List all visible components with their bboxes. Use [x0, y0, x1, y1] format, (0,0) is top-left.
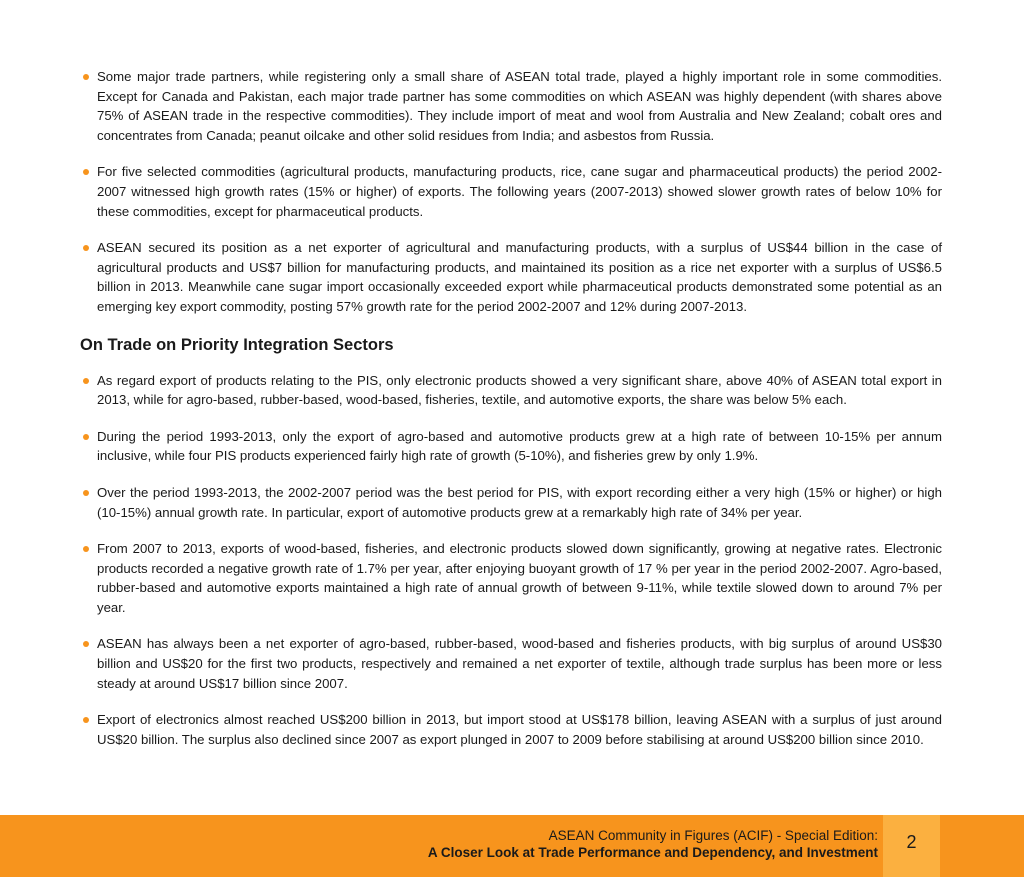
bullet-dot-icon [83, 378, 89, 384]
bullet-dot-icon [83, 434, 89, 440]
bullet-dot-icon [83, 245, 89, 251]
bullet-text: Export of electronics almost reached US$200 billion in 2013, but import stood at US$178 billion, leaving ASEAN with a surplus of just around US$20 billion. The surplus also declined since 2007 as export plunged in 2007 to 2009 before stabilising at around US$200 billion since 2010. [97, 712, 942, 747]
bullet-text: ASEAN has always been a net exporter of agro-based, rubber-based, wood-based and fisheries products, with big surplus of around US$30 billion and US$20 for the first two products, respectively and remained a net exporter of textile, although trade surplus has been more or less steady at around US$17 billion since 2007. [97, 636, 942, 691]
bullet-item [80, 67, 942, 145]
bullet-dot-icon [83, 74, 89, 80]
bullet-text: For five selected commodities (agricultural products, manufacturing products, rice, cane sugar and pharmaceutical products) the period 2002-2007 witnessed high growth rates (15% or higher) of exports. The following years (2007-2013) showed slower growth rates of below 10% for these commodities, except for pharmaceutical products. [97, 164, 942, 219]
page-content [80, 67, 942, 766]
bullet-dot-icon [83, 641, 89, 647]
page-number-box [883, 815, 940, 877]
bullet-item [80, 427, 942, 466]
bullet-dot-icon [83, 169, 89, 175]
footer-title [428, 827, 878, 861]
bullet-item [80, 634, 942, 693]
section-heading: On Trade on Priority Integration Sectors [80, 335, 394, 354]
bullet-item [80, 238, 942, 316]
footer-line-1: ASEAN Community in Figures (ACIF) - Special Edition: [548, 828, 878, 843]
bullet-item [80, 710, 942, 749]
bullet-item [80, 483, 942, 522]
bullet-item [80, 162, 942, 221]
footer-line-2: A Closer Look at Trade Performance and Dependency, and Investment [427, 845, 878, 860]
page-number: 2 [906, 832, 917, 852]
bullet-text: During the period 1993-2013, only the export of agro-based and automotive products grew at a high rate of between 10-15% per annum inclusive, while four PIS products experienced fairly high rate of growth (5-10%), and fisheries grew by only 1.9%. [97, 428, 942, 464]
bullet-text: ASEAN secured its position as a net exporter of agricultural and manufacturing products, with a surplus of US$44 billion in the case of agricultural products and US$7 billion for manufacturing products, and maintained its position as a rice net exporter with a surplus of US$6.5 billion in 2013. Meanwhile cane sugar import occasionally exceeded export while pharmaceutical products demonstrated some potential as an emerging key export commodity, posting 57% growth rate for the period 2002-2007 and 12% during 2007-2013. [97, 240, 942, 314]
bullet-text: Over the period 1993-2013, the 2002-2007 period was the best period for PIS, with export recording either a very high (15% or higher) or high (10-15%) annual growth rate. In particular, export of automotive products grew at a remarkably high rate of 34% per year. [97, 484, 942, 520]
page-footer [0, 815, 1024, 877]
bullet-item [80, 539, 942, 617]
bullet-dot-icon [83, 546, 89, 552]
bullet-text: As regard export of products relating to the PIS, only electronic products showed a very significant share, above 40% of ASEAN total export in 2013, while for agro-based, rubber-based, wood-based, fisheries, textile, and automotive exports, the share was below 5% each. [97, 372, 942, 408]
bullet-item [80, 371, 942, 410]
bullet-text: From 2007 to 2013, exports of wood-based, fisheries, and electronic products slowed down significantly, growing at negative rates. Electronic products recorded a negative growth rate of 1.7% per year, after enjoying buoyant growth of 17 % per year in the period 2002-2007. Agro-based, rubber-based and automotive exports maintained a high rate of annual growth of between 9-11%, while textile slowed down to around 7% per year. [97, 541, 942, 615]
bullet-text: Some major trade partners, while registering only a small share of ASEAN total trade, played a highly important role in some commodities. Except for Canada and Pakistan, each major trade partner has some commodities on which ASEAN was highly dependent (with shares above 75% of ASEAN trade in the respective commodities). They include import of meat and wool from Australia and New Zealand; cobalt ores and concentrates from Canada; peanut oilcake and other solid residues from India; and asbestos from Russia. [97, 69, 942, 143]
bullet-dot-icon [83, 717, 89, 723]
bullet-dot-icon [83, 490, 89, 496]
